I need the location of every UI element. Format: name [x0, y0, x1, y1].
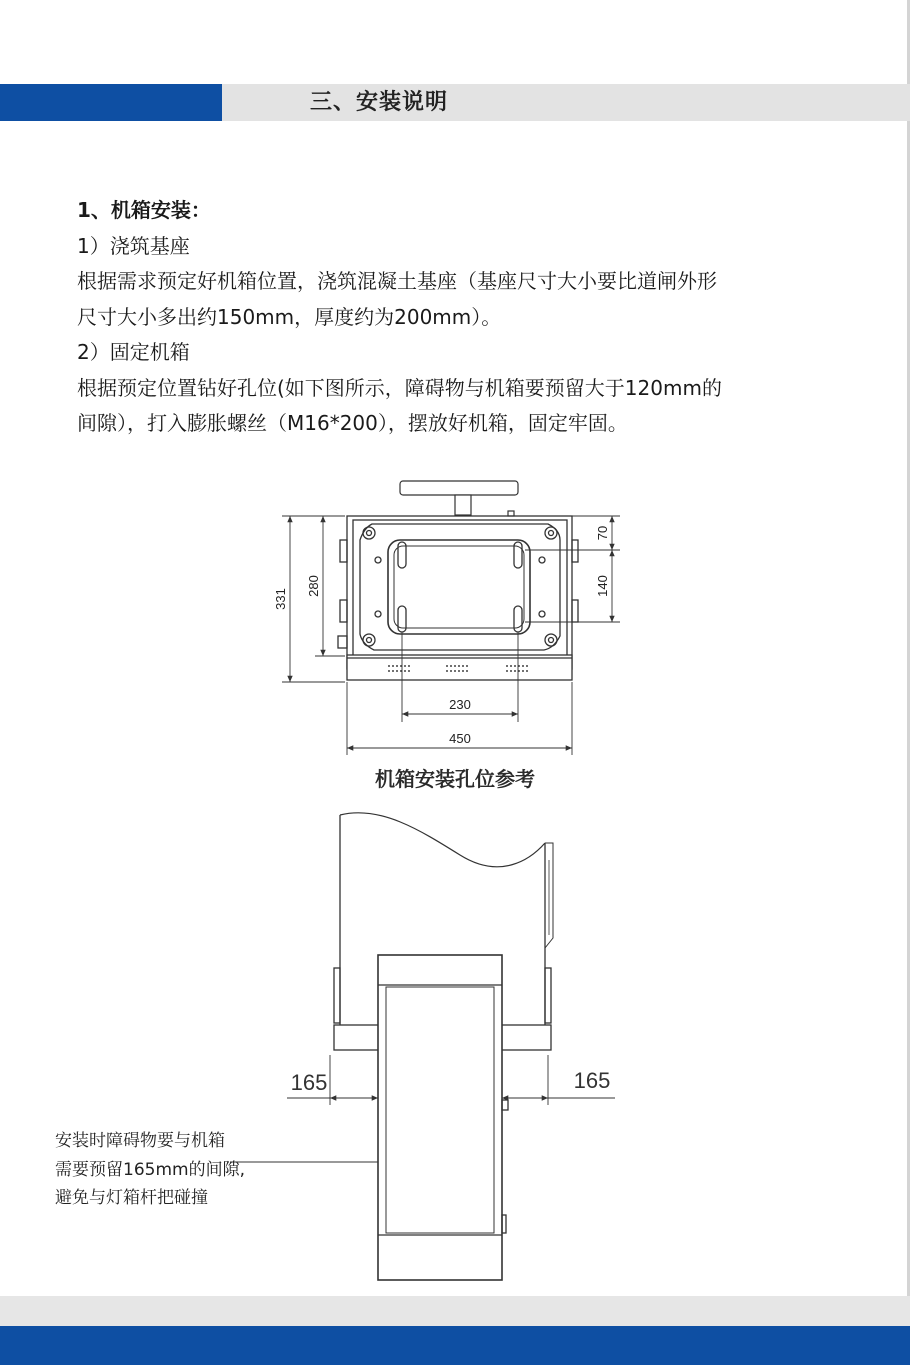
note-line-2: 需要预留165mm的间隙, — [55, 1159, 245, 1180]
clearance-note — [55, 1127, 245, 1213]
left-clearance-label: 165 — [290, 1070, 328, 1095]
clearance-diagram — [334, 813, 553, 1280]
step2-text-line1: 根据预定位置钻好孔位(如下图所示，障碍物与机箱要预留大于120mm的 — [77, 375, 722, 400]
dim-total-height: 331 — [273, 588, 288, 610]
dim-hole-spacing-vertical: 140 — [595, 575, 610, 597]
footer-band — [0, 1296, 910, 1326]
step2-label: 2）固定机箱 — [77, 340, 190, 364]
page-title: 三、安装说明 — [310, 90, 449, 115]
step1-text-line1: 根据需求预定好机箱位置，浇筑混凝土基座（基座尺寸大小要比道闸外形 — [77, 269, 717, 293]
dim-top-offset: 70 — [595, 525, 610, 541]
step1-text-line2: 尺寸大小多出约150mm，厚度约为200mm）。 — [77, 304, 502, 329]
dim-hole-spacing-horizontal: 230 — [449, 697, 471, 712]
right-clearance-label: 165 — [573, 1068, 611, 1093]
step2-text-line2: 间隙），打入膨胀螺丝（M16*200），摆放好机箱，固定牢固。 — [77, 411, 628, 435]
figure-caption: 机箱安装孔位参考 — [375, 767, 535, 791]
footer-accent-bar — [0, 1326, 910, 1365]
cabinet-top-view — [338, 516, 578, 680]
dim-total-width: 450 — [449, 731, 471, 746]
dim-inner-height: 280 — [306, 575, 321, 597]
section-title: 1、机箱安装： — [77, 198, 211, 222]
motor-cap — [400, 481, 518, 516]
step1-label: 1）浇筑基座 — [77, 233, 190, 258]
note-line-1: 安装时障碍物要与机箱 — [55, 1131, 225, 1151]
note-line-3: 避免与灯箱杆把碰撞 — [55, 1188, 208, 1208]
